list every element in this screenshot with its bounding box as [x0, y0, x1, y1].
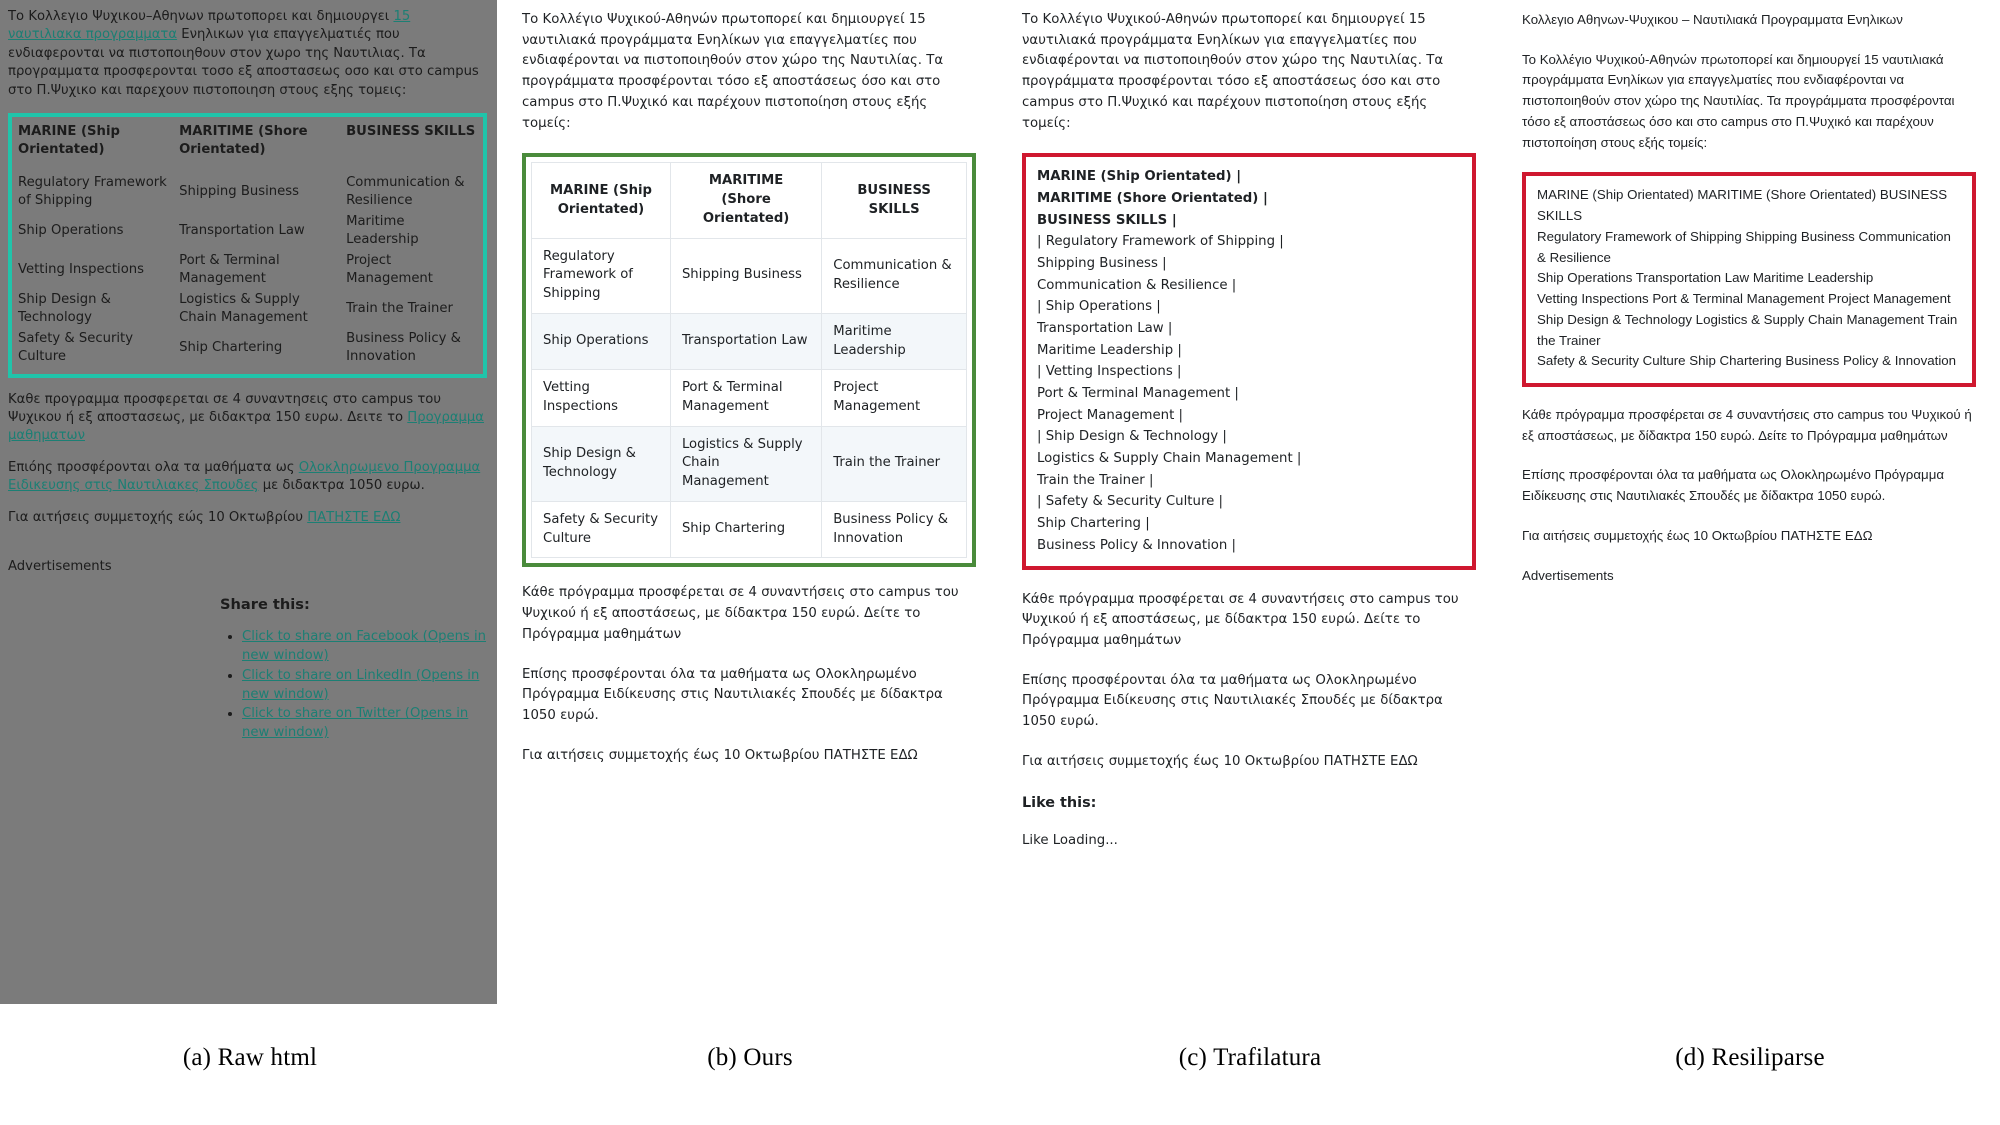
pipe-line: | Regulatory Framework of Shipping |: [1037, 234, 1284, 250]
flat-line: Ship Design & Technology Logistics & Supply Chain Management Train the Trainer: [1537, 311, 1958, 348]
pipe-line: Transportation Law |: [1037, 321, 1173, 337]
table-header-row: [532, 163, 967, 238]
raw-table-cell: Business Policy & Innovation: [346, 331, 461, 365]
table-head: [532, 163, 967, 238]
ours-table-highlight-box: [522, 153, 976, 567]
raw-intro-pre: Το Κολλεγιο Ψυχικου–Αθηνων πρωτοπορει και δημιουργει: [8, 9, 394, 24]
table-cell: Project Management: [822, 370, 967, 426]
table-cell: Safety & Security Culture: [532, 501, 671, 557]
pipe-line: | Safety & Security Culture |: [1037, 494, 1224, 510]
raw-apply-link[interactable]: ΠΑΤΗΣΤΕ ΕΔΩ: [307, 509, 401, 525]
table-cell: Regulatory Framework of Shipping: [532, 238, 671, 313]
raw-table-cell: Train the Trainer: [346, 301, 453, 317]
pipe-line: MARINE (Ship Orientated) |: [1037, 169, 1242, 185]
raw-intro-paragraph: [8, 8, 487, 100]
raw-table-cell: Ship Design & Technology: [18, 292, 111, 326]
raw-table-header: BUSINESS SKILLS: [346, 124, 476, 140]
share-linkedin-link[interactable]: Click to share on LinkedIn (Opens in new window): [242, 667, 480, 702]
resiliparse-intro-paragraph: Το Κολλέγιο Ψυχικού-Αθηνών πρωτοπορεί και δημιουργεί 15 ναυτιλιακά προγράμματα Ενηλίκων για επαγγελματίες που ενδιαφέρονται να πιστοποιηθούν στον χώρο της Ναυτιλίας. Τα προγράμματα προσφέρονται τόσο εξ αποστάσεως όσο και στο campus στο Π.Ψυχικό και παρέχουν πιστοποίηση στους εξής τομείς:: [1522, 51, 1955, 150]
advertisements-label: Advertisements: [1522, 567, 1614, 583]
ours-apply-paragraph: Για αιτήσεις συμμετοχής έως 10 Οκτωβρίου ΠΑΤΗΣΤΕ ΕΔΩ: [522, 747, 918, 763]
raw-table-header: MARINE (Ship Orientated): [18, 124, 120, 157]
table-cell: Vetting Inspections: [532, 370, 671, 426]
resiliparse-highlight-box: [1522, 172, 1976, 387]
table-row: [532, 501, 967, 557]
table-cell: Ship Design & Technology: [532, 426, 671, 501]
raw-apply-paragraph: [8, 509, 487, 527]
flat-line: Ship Operations Transportation Law Maritime Leadership: [1537, 270, 1874, 286]
raw-meetings-paragraph: [8, 391, 487, 446]
column-header: BUSINESS SKILLS: [822, 163, 967, 238]
raw-courses-link[interactable]: Προγραμμα μαθηματων: [8, 410, 484, 444]
table-row: [532, 426, 967, 501]
table-body: [532, 238, 967, 558]
share-block: [8, 595, 487, 743]
share-twitter-link[interactable]: Click to share on Twitter (Opens in new window): [242, 706, 469, 740]
table-cell: Communication & Resilience: [822, 238, 967, 313]
caption-ours: (b) Ours: [707, 1044, 793, 1071]
trafilatura-render: [1000, 0, 1500, 1022]
raw-apply-pre: Για αιτήσεις συμμετοχής εώς 10 Οκτωβρίου: [8, 509, 308, 525]
raw-fullprogram-pre: Επιόης προσφέρονται ολα τα μαθήματα ως: [8, 459, 299, 475]
raw-fullprogram-link[interactable]: Ολοκληρωμενο Προγραμμα Ειδικευσης στις Ναυτιλιακες Σπουδες: [8, 459, 481, 494]
pipe-line: Port & Terminal Management |: [1037, 386, 1239, 402]
trafilatura-highlight-box: [1022, 153, 1476, 569]
raw-table-cell: Communication & Resilience: [346, 175, 465, 209]
raw-table-cell: Maritime Leadership: [346, 214, 419, 248]
ours-render: [500, 0, 1000, 1022]
table-row: [532, 313, 967, 369]
share-facebook-link[interactable]: Click to share on Facebook (Opens in new window): [242, 629, 487, 664]
table-cell: Train the Trainer: [822, 426, 967, 501]
trafilatura-meetings-paragraph: Κάθε πρόγραμμα προσφέρεται σε 4 συναντήσεις στο campus του Ψυχικού ή εξ αποστάσεως, με δίδακτρα 150 ευρώ. Δείτε το Πρόγραμμα μαθημάτων: [1022, 591, 1459, 648]
resiliparse-fullprogram-paragraph: Επίσης προσφέρονται όλα τα μαθήματα ως Ολοκληρωμένο Πρόγραμμα Ειδίκευσης στις Ναυτιλιακές Σπουδές με δίδακτρα 1050 ευρώ.: [1522, 467, 1945, 504]
ours-intro-paragraph: Το Κολλέγιο Ψυχικού-Αθηνών πρωτοπορεί και δημιουργεί 15 ναυτιλιακά προγράμματα Ενηλίκων για επαγγελματίες που ενδιαφέρονται να πιστοποιηθούν στον χώρο της Ναυτιλίας. Τα προγράμματα προσφέρονται τόσο εξ αποστάσεως όσο και στο campus στο Π.Ψυχικό και παρέχουν πιστοποίηση στους εξής τομείς:: [522, 12, 944, 131]
table-cell: Ship Chartering: [670, 501, 821, 557]
table-cell: Transportation Law: [670, 313, 821, 369]
raw-table-grid: [18, 123, 479, 367]
panel-ours: [500, 0, 1000, 1022]
raw-table-highlight-box: [8, 113, 487, 377]
flat-line: Regulatory Framework of Shipping Shipping Business Communication & Resilience: [1537, 228, 1951, 265]
pipe-line: | Vetting Inspections |: [1037, 364, 1182, 380]
pipe-line: Project Management |: [1037, 407, 1184, 423]
pipe-line: BUSINESS SKILLS |: [1037, 212, 1177, 228]
raw-table-cell: Vetting Inspections: [18, 262, 145, 278]
pipe-line: Communication & Resilience |: [1037, 277, 1237, 293]
resiliparse-apply-paragraph: Για αιτήσεις συμμετοχής έως 10 Οκτωβρίου ΠΑΤΗΣΤΕ ΕΔΩ: [1522, 527, 1873, 543]
pipe-line: Ship Chartering |: [1037, 516, 1150, 532]
pipe-line: Shipping Business |: [1037, 256, 1167, 272]
flat-line: Vetting Inspections Port & Terminal Management Project Management: [1537, 291, 1951, 307]
panel-raw-html: [0, 0, 500, 1022]
raw-html-screenshot: [0, 0, 497, 1004]
pipe-line: | Ship Design & Technology |: [1037, 429, 1227, 445]
advertisements-label: Advertisements: [8, 559, 112, 575]
list-item: [242, 705, 487, 742]
ours-meetings-paragraph: Κάθε πρόγραμμα προσφέρεται σε 4 συναντήσεις στο campus του Ψυχικού ή εξ αποστάσεως, με δίδακτρα 150 ευρώ. Δείτε το Πρόγραμμα μαθημάτων: [522, 585, 959, 642]
trafilatura-apply-paragraph: Για αιτήσεις συμμετοχής έως 10 Οκτωβρίου ΠΑΤΗΣΤΕ ΕΔΩ: [1022, 753, 1418, 769]
pipe-line: Train the Trainer |: [1037, 472, 1154, 488]
caption-trafilatura: (c) Trafilatura: [1178, 1044, 1322, 1071]
raw-meetings-pre: Καθε προγραμμα προσφερεται σε 4 συναντησεις στο campus του Ψυχικου ή εξ αποστασεως, με διδακτρα 150 ευρω. Δειτε το: [8, 391, 442, 425]
raw-table-cell: Port & Terminal Management: [179, 253, 280, 287]
flat-line: Safety & Security Culture Ship Chartering Business Policy & Innovation: [1537, 353, 1957, 369]
column-header: MARINE (Ship Orientated): [532, 163, 671, 238]
panel-resiliparse: [1500, 0, 2000, 1022]
raw-table-header: MARITIME (Shore Orientated): [179, 124, 308, 157]
raw-intro-post: Ενηλικων για επαγγελματιές που ενδιαφερονται να πιστοποιηθουν στον χωρο της Ναυτιλιας. Τα προγραμματα προσφερονται τοσο εξ αποστασεως οσο και στο campus στο Π.Ψυχικο και παρεχουν πιστοποιηση στους εξης τομεις:: [8, 27, 479, 98]
table-cell: Port & Terminal Management: [670, 370, 821, 426]
pipe-line: | Ship Operations |: [1037, 299, 1161, 315]
raw-intro-link[interactable]: 15 ναυτιλιακα προγραμματα: [8, 9, 411, 43]
raw-table-cell: Shipping Business: [179, 184, 299, 200]
list-item: [242, 628, 487, 665]
raw-fullprogram-post: με διδακτρα 1050 ευρω.: [258, 478, 425, 494]
resiliparse-meetings-paragraph: Κάθε πρόγραμμα προσφέρεται σε 4 συναντήσεις στο campus του Ψυχικού ή εξ αποστάσεως, με δίδακτρα 150 ευρώ. Δείτε το Πρόγραμμα μαθημάτων: [1522, 407, 1972, 443]
resiliparse-render: [1500, 0, 2000, 1022]
raw-table-cell: Logistics & Supply Chain Management: [179, 292, 308, 326]
table-row: [532, 238, 967, 313]
ours-fullprogram-paragraph: Επίσης προσφέρονται όλα τα μαθήματα ως Ολοκληρωμένο Πρόγραμμα Ειδίκευσης στις Ναυτιλιακές Σπουδές με δίδακτρα 1050 ευρώ.: [522, 666, 943, 724]
share-link-list: [220, 628, 487, 742]
caption-raw-html: (a) Raw html: [182, 1044, 318, 1071]
table-cell: Maritime Leadership: [822, 313, 967, 369]
list-item: [242, 667, 487, 704]
panel-trafilatura: [1000, 0, 1500, 1022]
pipe-line: Logistics & Supply Chain Management |: [1037, 451, 1302, 467]
raw-fullprogram-paragraph: [8, 459, 487, 496]
raw-table-cell: Regulatory Framework of Shipping: [18, 175, 167, 209]
column-header: MARITIME (Shore Orientated): [670, 163, 821, 238]
page-title: Κολλεγιο Αθηνων-Ψυχικου – Ναυτιλιακά Προγραμματα Ενηλικων: [1522, 12, 1903, 27]
like-this-heading: Like this:: [1022, 794, 1097, 811]
raw-table-cell: Project Management: [346, 253, 433, 287]
like-loading-text: Like Loading...: [1022, 833, 1118, 849]
figure-captions: [0, 1022, 2000, 1125]
share-title: Share this:: [220, 595, 310, 613]
pipe-line: MARITIME (Shore Orientated) |: [1037, 191, 1268, 207]
table-row: [532, 370, 967, 426]
raw-table-cell: Transportation Law: [179, 223, 305, 239]
ours-extracted-table: [531, 162, 967, 558]
table-cell: Shipping Business: [670, 238, 821, 313]
raw-table-cell: Ship Chartering: [179, 340, 283, 356]
table-cell: Logistics & Supply Chain Management: [670, 426, 821, 501]
pipe-line: Maritime Leadership |: [1037, 342, 1182, 358]
caption-resiliparse: (d) Resiliparse: [1675, 1044, 1825, 1071]
trafilatura-intro-paragraph: Το Κολλέγιο Ψυχικού-Αθηνών πρωτοπορεί και δημιουργεί 15 ναυτιλιακά προγράμματα Ενηλίκων για επαγγελματίες που ενδιαφέρονται να πιστοποιηθούν στον χώρο της Ναυτιλίας. Τα προγράμματα προσφέρονται τόσο εξ αποστάσεως όσο και στο campus στο Π.Ψυχικό και παρέχουν πιστοποίηση στους εξής τομείς:: [1022, 12, 1444, 131]
table-cell: Business Policy & Innovation: [822, 501, 967, 557]
table-cell: Ship Operations: [532, 313, 671, 369]
pipe-line: Business Policy & Innovation |: [1037, 537, 1237, 553]
raw-table-cell: Safety & Security Culture: [18, 331, 134, 365]
raw-table-cell: Ship Operations: [18, 223, 124, 239]
flat-line: MARINE (Ship Orientated) MARITIME (Shore Orientated) BUSINESS SKILLS: [1537, 187, 1948, 224]
trafilatura-fullprogram-paragraph: Επίσης προσφέρονται όλα τα μαθήματα ως Ολοκληρωμένο Πρόγραμμα Ειδίκευσης στις Ναυτιλιακές Σπουδές με δίδακτρα 1050 ευρώ.: [1022, 672, 1443, 730]
